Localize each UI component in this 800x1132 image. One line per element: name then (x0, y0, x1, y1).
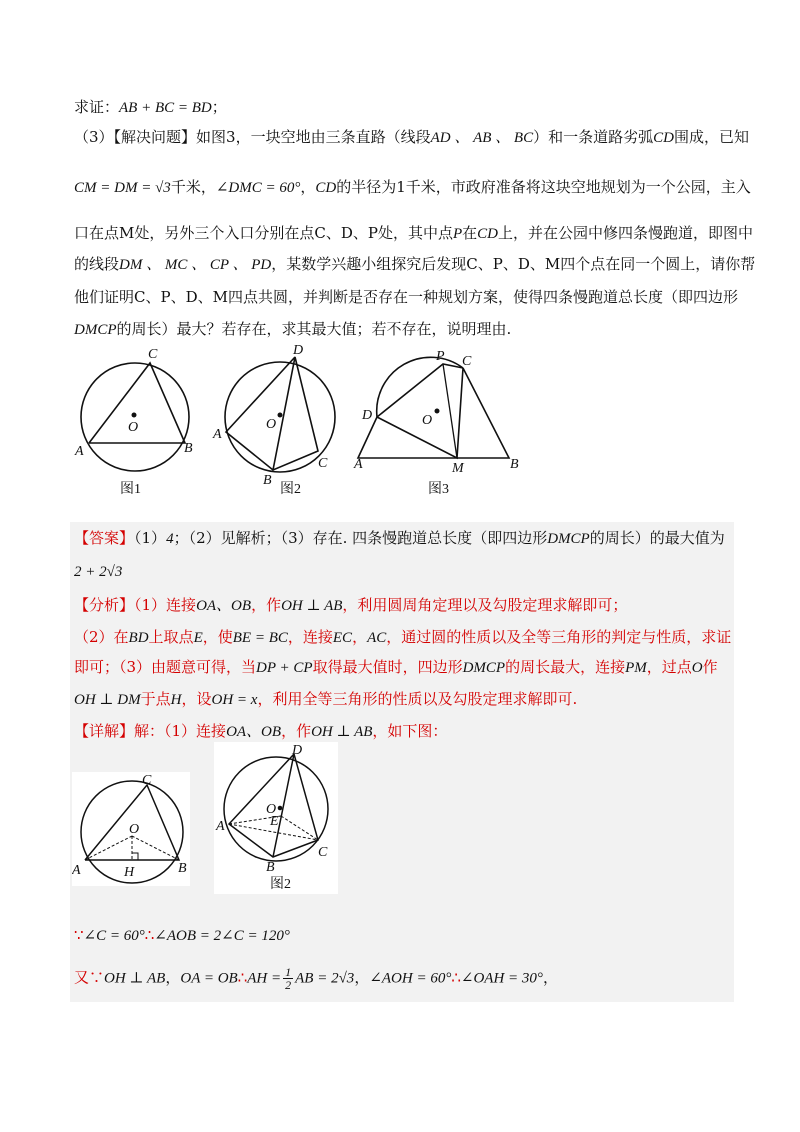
proof-line (74, 96, 734, 119)
math: CD (477, 226, 498, 242)
label-a: A (75, 444, 84, 459)
label-e: E (270, 814, 279, 829)
because-symbol: 又∵ (74, 968, 105, 987)
step-line-2 (74, 966, 734, 991)
math: AC (367, 630, 387, 646)
label-b: B (510, 457, 519, 472)
text: ，某数学兴趣小组探究后发现C、P、D、M四个点在同一个圆上，请你帮 (271, 255, 756, 273)
text: 解：（1）连接 (134, 722, 227, 740)
text: ，如下图： (372, 722, 448, 740)
text: 取得最大值时，四边形 (312, 658, 463, 676)
label-o: O (129, 822, 140, 837)
label-a: A (72, 863, 81, 878)
road-outline (358, 368, 509, 458)
label-d: D (362, 408, 373, 423)
text: ，过点 (646, 658, 692, 676)
text: 的线段 (74, 255, 120, 273)
numerator: 1 (285, 965, 292, 979)
text: ， (352, 628, 368, 646)
analysis-line-4 (74, 688, 734, 711)
math: ∠C = 60° (83, 928, 145, 944)
math: BD (128, 630, 149, 646)
math: DMCP (547, 531, 590, 547)
label-c: C (148, 347, 158, 362)
figure-3 (352, 344, 530, 500)
math: AD 、 AB 、 BC (430, 130, 534, 146)
text: （2）在 (74, 628, 129, 646)
text: （1）连接 (134, 596, 197, 614)
answer-tag: 【答案】 (74, 529, 135, 547)
math: AB = 2√3 (295, 970, 355, 987)
caption-fig1: 图1 (120, 482, 141, 497)
segment-pm (443, 364, 457, 458)
therefore-symbol: ∴ (451, 968, 461, 987)
answer-line-1 (74, 527, 734, 550)
text: ，连接 (287, 628, 333, 646)
math: ∠OAH = 30° (460, 970, 543, 987)
text: ，利用全等三角形的性质以及勾股定理求解即可. (257, 690, 578, 708)
detail-figure-1 (72, 772, 190, 886)
math: PM (625, 660, 647, 676)
text: ， (165, 968, 181, 987)
problem-line-5 (74, 253, 756, 276)
math: DMCP (462, 660, 506, 676)
detail-tag: 【详解】 (74, 722, 135, 740)
math: OH = x (211, 692, 258, 708)
label-c: C (318, 845, 328, 860)
text: 作 (702, 658, 718, 676)
label-h: H (124, 865, 135, 880)
caption-fig2: 图2 (270, 877, 291, 892)
math: P (452, 226, 463, 242)
math: OA = OB (180, 970, 238, 987)
math: DP + CP (256, 660, 313, 676)
figure-1 (72, 344, 208, 500)
text: 的半径为1千米，市政府准备将这块空地规划为一个公园，主入 (336, 178, 751, 196)
text: ， (354, 968, 370, 987)
math: DM 、 MC 、 CP 、 PD (119, 257, 272, 273)
text: 千米， (170, 178, 216, 196)
label-c: C (462, 354, 472, 369)
text: ，通过圆的性质以及全等三角形的判定与性质，求证 (386, 628, 732, 646)
math: DMCP (74, 322, 117, 338)
text: （1） (134, 529, 167, 547)
label-m: M (452, 461, 464, 476)
text: 的周长）的最大值为 (589, 529, 725, 547)
text: ，作 (281, 722, 312, 740)
caption-fig3: 图3 (428, 482, 449, 497)
math: ∠DMC = 60° (215, 180, 301, 196)
text: 上，并在公园中修四条慢跑道，即图中 (498, 224, 754, 242)
math: CM = DM = √3 (74, 180, 171, 196)
label-p: P (436, 349, 445, 364)
center-dot (278, 413, 283, 418)
text: 即可；（3）由题意可得，当 (74, 658, 257, 676)
label-a: A (213, 427, 222, 442)
text: ， (542, 968, 558, 987)
math: AB + BC = BD (119, 100, 212, 116)
label-b: B (266, 860, 275, 875)
math: O (691, 660, 703, 676)
label-d: D (293, 344, 304, 358)
text: ； (211, 98, 227, 116)
math: AH = (247, 970, 282, 987)
text: ，利用圆周角定理以及勾股定理求解即可； (342, 596, 628, 614)
text: 的周长）最大？若存在，求其最大值；若不存在，说明理由. (116, 320, 512, 338)
problem-line-6 (74, 286, 738, 308)
text: 于点 (140, 690, 171, 708)
because-symbol: ∵ (74, 926, 84, 944)
text: ）和一条道路劣弧 (533, 128, 654, 146)
analysis-line-2 (74, 626, 734, 649)
problem-line-7 (74, 318, 734, 341)
math: 4 (166, 531, 174, 547)
text: 口在点M处，另外三个入口分别在点C、D、P处，其中点 (74, 224, 453, 242)
step-line-1 (74, 924, 734, 947)
math: H (170, 692, 182, 708)
text: ；（2）见解析；（3）存在. 四条慢跑道总长度（即四边形 (173, 529, 548, 547)
math: OH ⊥ AB (311, 724, 373, 740)
text: ，作 (251, 596, 282, 614)
center-dot (435, 409, 440, 414)
therefore-symbol: ∴ (237, 968, 248, 987)
analysis-line-3 (74, 656, 734, 679)
math: CD (315, 180, 337, 196)
math: ∠AOB = 2∠C = 120° (154, 928, 290, 944)
text: ，使 (202, 628, 233, 646)
label-c: C (142, 773, 152, 788)
detail-figure-2 (214, 742, 338, 894)
label-d: D (292, 743, 303, 758)
label-o: O (266, 802, 277, 817)
therefore-symbol: ∴ (144, 926, 155, 944)
problem-line-4 (74, 222, 754, 245)
caption-fig2: 图2 (280, 482, 301, 497)
math: BE = BC (232, 630, 288, 646)
problem-line-3 (74, 176, 751, 199)
label-o: O (422, 413, 433, 428)
label-o: O (128, 420, 139, 435)
label-a: A (354, 457, 363, 472)
center-dot (278, 806, 283, 811)
math: CD (653, 130, 674, 146)
math: ∠AOH = 60° (369, 970, 452, 987)
math: OH ⊥ AB (281, 598, 343, 614)
text: 求证： (74, 98, 120, 116)
math: OA、OB (226, 724, 282, 740)
label-o: O (266, 417, 277, 432)
math: OH ⊥ AB (104, 970, 166, 987)
text: 他们证明C、P、D、M四点共圆，并判断是否存在一种规划方案，使得四条慢跑道总长度（即四边形 (74, 288, 738, 306)
analysis-line-1 (74, 594, 734, 617)
label-a: A (216, 819, 225, 834)
text: ， (300, 178, 316, 196)
text: 在 (462, 224, 478, 242)
math: OA、OB (196, 598, 252, 614)
math: OH ⊥ DM (74, 692, 141, 708)
text: 上取点 (148, 628, 194, 646)
text: ，设 (181, 690, 212, 708)
answer-line-2 (74, 560, 734, 583)
analysis-tag: 【分析】 (74, 596, 135, 614)
fraction (283, 966, 293, 991)
text: （3）【解决问题】如图3，一块空地由三条直路（线段 (74, 128, 431, 146)
figure-2 (208, 344, 344, 500)
label-b: B (178, 861, 187, 876)
math: E (193, 630, 203, 646)
quad-abcd (226, 357, 318, 470)
detail-line-1 (74, 720, 734, 743)
math: EC (332, 630, 353, 646)
center-dot (132, 413, 137, 418)
text: 围成，已知 (673, 128, 749, 146)
denominator: 2 (285, 978, 292, 992)
label-c: C (318, 456, 328, 471)
label-b: B (184, 441, 193, 456)
math: 2 + 2√3 (74, 564, 123, 580)
problem-line-2 (74, 126, 749, 149)
text: 的周长最大，连接 (505, 658, 626, 676)
label-b: B (263, 473, 272, 488)
